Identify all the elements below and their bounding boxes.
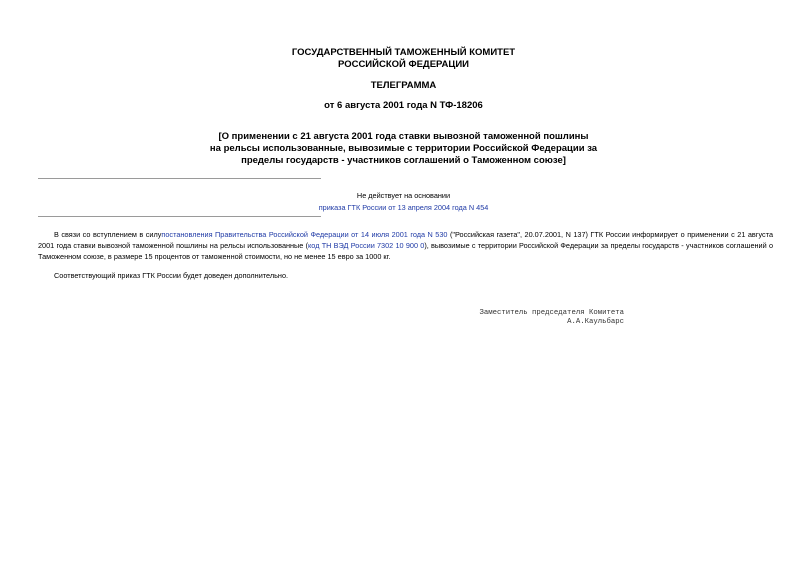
signature-block — [479, 309, 624, 327]
agency-line-2: РОССИЙСКОЙ ФЕДЕРАЦИИ — [337, 59, 469, 70]
signatory-name: А.А.Каульбарс — [567, 318, 624, 326]
signatory-position: Заместитель председателя Комитета — [479, 309, 624, 317]
status-order-link[interactable]: приказа ГТК России от 13 апреля 2004 года N 454 — [318, 203, 489, 212]
divider-top — [38, 178, 321, 179]
paragraph-text: В связи со вступлением в силу — [54, 230, 162, 239]
body-paragraph-2 — [38, 270, 773, 281]
agency-name — [0, 47, 807, 71]
document-type: ТЕЛЕГРАММА — [370, 80, 437, 91]
document-date: от 6 августа 2001 года N ТФ-18206 — [324, 100, 483, 111]
paragraph-text: ), вывозимые с территории Российской Федерации за пределы государств - участников соглашений о Таможенном союзе, в размере 15 процентов от таможенной стоимости, но не менее 15 евро за 1000 кг. — [38, 241, 774, 261]
status-text: Не действует на основании — [356, 191, 451, 200]
government-decree-link[interactable]: постановления Правительства Российской Федерации от 14 июля 2001 года N 530 — [161, 230, 448, 239]
agency-line-1: ГОСУДАРСТВЕННЫЙ ТАМОЖЕННЫЙ КОМИТЕТ — [291, 47, 516, 58]
subject-line-2: на рельсы использованные, вывозимые с территории Российской Федерации за — [209, 143, 598, 154]
status-notice — [0, 190, 807, 214]
paragraph-text: Соответствующий приказ ГТК России будет доведен дополнительно. — [54, 271, 289, 280]
document-subject — [0, 131, 807, 167]
paragraph-text: ("Российская газета", 20.07.2001, N 137) ГТК России информирует о применении с 21 августа 2001 года ставки вывозной таможенной пошлины на рельсы использованные ( — [38, 230, 774, 250]
body-paragraph-1 — [38, 229, 773, 262]
divider-bottom — [38, 216, 321, 217]
subject-line-3: пределы государств - участников соглашений о Таможенном союзе] — [241, 155, 566, 166]
tn-ved-code-link[interactable]: код ТН ВЭД России 7302 10 900 0 — [308, 241, 425, 250]
subject-line-1: [О применении с 21 августа 2001 года ставки вывозной таможенной пошлины — [218, 131, 589, 142]
